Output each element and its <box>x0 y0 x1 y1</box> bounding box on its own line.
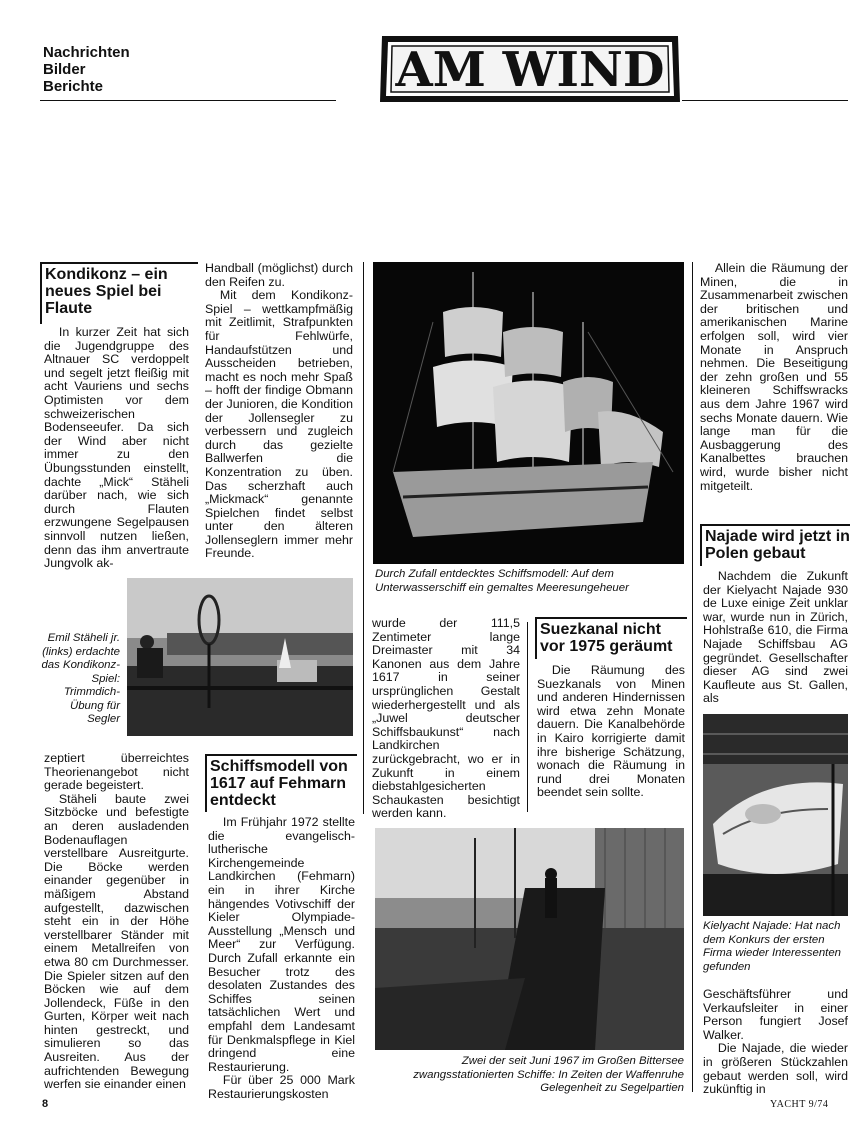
column-rule <box>363 262 364 814</box>
najade-caption: Kielyacht Najade: Hat nach dem Konkurs der ersten Firma wieder Interessenten gefunden <box>703 920 842 973</box>
schiffsmodell-col2 <box>208 816 355 1101</box>
suez-paragraph: Allein die Räumung der Minen, die in Zusammenarbeit zwischen der britischen und amerikanischen Marine erfolgen soll, wird vier Monate in Anspruch nehmen. Die Beseitigung der zehn großen und 55 kleineren Schiffswracks aus dem Jahre 1967 wird sechs Monate dauern. Wie lange man für die Ausbaggerung des Kanalbettes brauchen wird, wurde bisher nicht mitgeteilt. <box>700 261 848 493</box>
suez-col4 <box>700 262 848 493</box>
kondikonz-col1-bottom <box>44 752 189 1092</box>
page-number: 8 <box>42 1098 49 1110</box>
kicker-line-2: Bilder <box>43 61 86 78</box>
ship-model-caption: Durch Zufall entdecktes Schiffsmodell: Auf dem Unterwasserschiff ein gemaltes Meeresungeheuer <box>375 568 629 594</box>
kondikonz-paragraph: In kurzer Zeit hat sich die Jugendgruppe des Altnauer SC verdoppelt und segelt jetzt fleißig mit acht Vauriens und sechs Optimisten vor dem schweizerischen Bodenseeufer. Da sich der Wind aber nicht immer zu den Übungsstunden einstellt, dachte „Mick“ Stäheli darüber nach, wie sich durch Flauten erzwungene Segelpausen sinnvoll nutzen ließen, denn das ihm anvertraute Jungvolk ak- <box>44 325 189 571</box>
kondikonz-headline-frame <box>40 262 198 324</box>
suez-headline: Suezkanal nicht vor 1975 geräumt <box>540 621 673 655</box>
kondikonz-paragraph: Mit dem Kondikonz-Spiel – wettkampfmäßig mit Zeitlimit, Strafpunkten für Fehlwürfe, Handaufstützen und Ausscheiden betrieben, macht es noch mehr Spaß – hofft der findige Obmann der Junioren, die Kondition der Jollensegler zu verbessern und zugleich durch das gezielte Ballwerfen die Konzentration zu üben. Das scherzhaft auch „Mickmack“ genannte Spielchen findet selbst unter den älteren Jollenseglern immer mehr Freunde. <box>205 288 353 561</box>
header-rule-left <box>40 100 336 101</box>
kondikonz-col2 <box>205 262 353 561</box>
section-kicker <box>43 44 130 95</box>
bittersee-caption: Zwei der seit Juni 1967 im Großen Bittersee zwangsstationierten Schiffe: In Zeiten der Waffenruhe Gelegenheit zu Segelpartien <box>413 1055 684 1094</box>
schiffsmodell-headline-frame <box>205 754 357 812</box>
kondikonz-paragraph: Stäheli baute zwei Sitzböcke und befestigte an deren ausladenden Bodenauflagen verstellbare Ausreitgurte. Die Böcke werden einander gegenüber in mäßigem Abstand aufgestellt, dazwischen steht ein in der Höhe verstellbarer Ständer mit einem Metallreifen von etwa 80 cm Durchmesser. Die Spieler sitzen auf den Böcken wie auf dem Jollendeck, Füße in den Gurten, Körper weit nach hinten gestreckt, und simulieren so das Ausreiten. Aus der aufrichtenden Bewegung werfen sie einander einen <box>44 791 189 1092</box>
issue-label: YACHT 9/74 <box>770 1099 829 1110</box>
kondikonz-photo-caption: Emil Stäheli jr. (links) erdachte das Kondikonz-Spiel: Trimmdich-Übung für Segler <box>41 632 120 725</box>
kondikonz-paragraph: Handball (möglichst) durch den Reifen zu. <box>205 261 353 289</box>
kicker-line-3: Berichte <box>43 78 104 95</box>
bittersee-photo <box>375 828 684 1050</box>
suez-col3 <box>537 664 685 800</box>
kondikonz-photo <box>127 578 353 736</box>
schiffsmodell-col3 <box>372 617 520 821</box>
najade-col4-top <box>703 570 848 706</box>
column-rule <box>527 622 528 812</box>
kondikonz-col1-top <box>44 326 189 571</box>
schiffsmodell-paragraph: Für über 25 000 Mark Restaurierungskosten <box>208 1073 355 1101</box>
schiffsmodell-paragraph: Im Frühjahr 1972 stellte die evangelisch-lutherische Kirchengemeinde Landkirchen (Fehmarn) ein in ihrer Kirche hängendes Votivschiff der Kieler Olympiade-Ausstellung „Mensch und Meer“ zur Verfügung. Durch Zufall erkannte ein Besucher trotz des desolaten Zustandes des Schiffes seinen tatsächlichen Wert und empfahl dem Landesamt für Denkmalspflege in Kiel dringend eine Restaurierung. <box>208 815 355 1074</box>
kondikonz-paragraph: zeptiert überreichtes Theorienangebot nicht gerade begeistert. <box>44 751 189 793</box>
suez-paragraph: Die Räumung des Suezkanals von Minen und anderen Hindernissen wird etwa zehn Monate dauern. Die Kanalbehörde in Kairo korrigierte damit ihre bisherige Schätzung, wonach die Räumung in rund drei Monaten beendet sein sollte. <box>537 663 685 800</box>
najade-headline: Najade wird jetzt in Polen gebaut <box>705 528 850 562</box>
kondikonz-headline: Kondikonz – ein neues Spiel bei Flaute <box>45 266 168 317</box>
column-rule <box>692 262 693 1092</box>
najade-paragraph: Nachdem die Zukunft der Kielyacht Najade 930 de Luxe einige Zeit unklar war, wurde nun in Zürich, Hohlstraße 610, die Firma Najade Schiffsbau AG gegründet. Gesellschafter dieser AG sind zwei Kaufleute aus St. Gallen, als <box>703 569 848 706</box>
svg-text:AM WIND: AM WIND <box>395 42 665 98</box>
am-wind-logo <box>378 34 682 104</box>
header-rule-right <box>682 100 848 101</box>
schiffsmodell-headline: Schiffsmodell von 1617 auf Fehmarn entdeckt <box>210 758 348 809</box>
suez-headline-frame <box>535 617 687 659</box>
najade-photo <box>703 714 848 916</box>
najade-col4-bottom <box>703 988 848 1097</box>
kicker-line-1: Nachrichten <box>43 44 130 61</box>
najade-paragraph: Geschäftsführer und Verkaufsleiter in einer Person fungiert Josef Walker. <box>703 987 848 1042</box>
ship-model-photo <box>373 262 684 564</box>
schiffsmodell-paragraph: wurde der 111,5 Zentimeter lange Dreimaster mit 34 Kanonen aus dem Jahre 1617 in seiner ursprünglichen Gestalt wiederhergestellt und als „Juwel deutscher Schiffsbaukunst“ nach Landkirchen zurückgebracht, wo er in Zukunft in einem diebstahlgesicherten Schaukasten besichtigt werden kann. <box>372 616 520 821</box>
najade-headline-frame <box>700 524 850 566</box>
najade-paragraph: Die Najade, die wieder in größeren Stückzahlen gebaut werden soll, wird zukünftig in <box>703 1041 848 1097</box>
